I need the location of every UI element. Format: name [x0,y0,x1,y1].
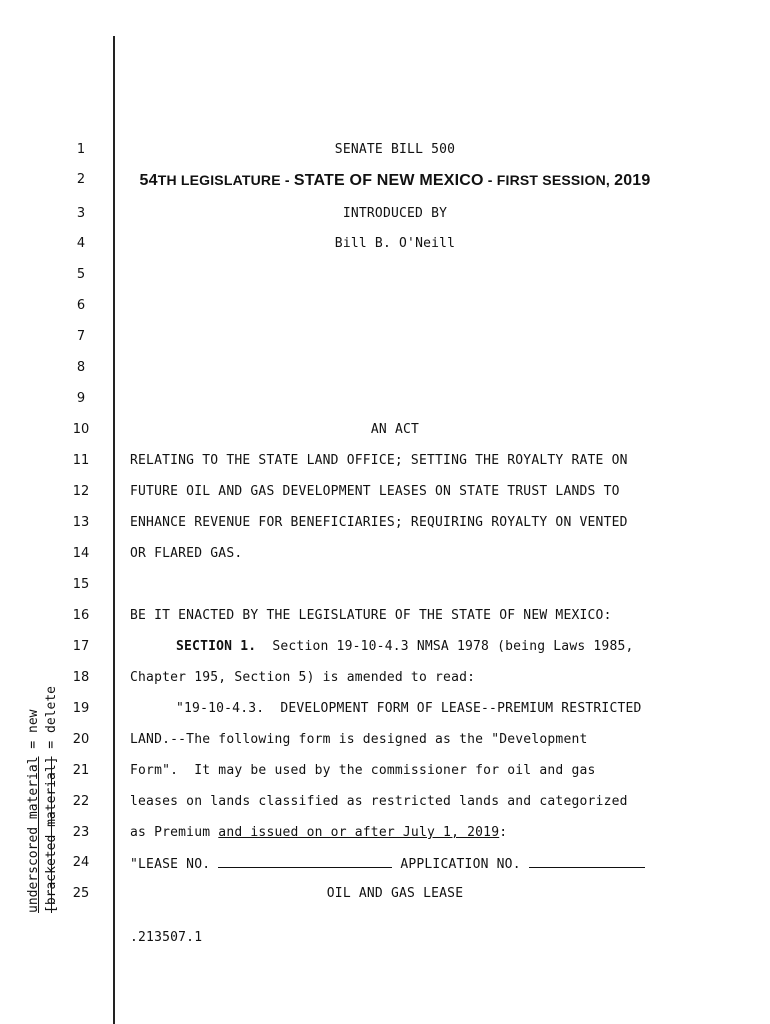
line-number: 19 [72,701,90,716]
section-line-19: "19-10-4.3. DEVELOPMENT FORM OF LEASE--PREMIUM RESTRICTED [176,701,642,716]
line-number: 21 [72,763,90,778]
new-material: and issued on or after July 1, 2019 [218,825,500,840]
section-line-20: LAND.--The following form is designed as the "Development [130,732,588,747]
line-number: 8 [76,360,86,375]
line-number: 3 [76,206,86,221]
section-line-23: as Premium and issued on or after July 1, 2019: [130,825,508,840]
line-number: 25 [72,886,90,901]
line-number: 10 [72,422,90,437]
line-number: 2 [76,172,86,187]
line-number: 12 [72,484,90,499]
lease-number-blank [218,855,392,868]
act-title: AN ACT [370,422,420,437]
section-line-18: Chapter 195, Section 5) is amended to read: [130,670,476,685]
section-line-21: Form". It may be used by the commissioner for oil and gas [130,763,596,778]
line-number: 4 [76,236,86,251]
line-number: 13 [72,515,90,530]
sponsor-name: Bill B. O'Neill [334,236,456,251]
application-number-blank [529,855,645,868]
section-label: SECTION 1. [176,639,257,654]
section-1-line: SECTION 1. Section 19-10-4.3 NMSA 1978 (being Laws 1985, [176,639,634,654]
relating-line-1: RELATING TO THE STATE LAND OFFICE; SETTING THE ROYALTY RATE ON [130,453,628,468]
line-number: 18 [72,670,90,685]
line-number: 6 [76,298,86,313]
lease-number-line: "LEASE NO. APPLICATION NO. [130,855,645,872]
line-number: 7 [76,329,86,344]
line-number: 14 [72,546,90,561]
deleted-material-legend: [bracketed material] = delete [44,686,59,913]
line-number: 9 [76,391,86,406]
bill-number: SENATE BILL 500 [334,142,456,157]
relating-line-2: FUTURE OIL AND GAS DEVELOPMENT LEASES ON STATE TRUST LANDS TO [130,484,620,499]
line-number: 23 [72,825,90,840]
document-id: .213507.1 [130,930,203,945]
line-number: 20 [72,732,90,747]
line-number: 24 [72,855,90,870]
line-number: 1 [76,142,86,157]
line-number: 22 [72,794,90,809]
legislature-heading: 54TH LEGISLATURE - STATE OF NEW MEXICO - FIRST SESSION, 2019 [139,172,651,189]
oil-gas-lease-title: OIL AND GAS LEASE [326,886,464,901]
line-number: 5 [76,267,86,282]
relating-line-4: OR FLARED GAS. [130,546,243,561]
section-line-22: leases on lands classified as restricted lands and categorized [130,794,628,809]
line-number: 11 [72,453,90,468]
enacting-clause: BE IT ENACTED BY THE LEGISLATURE OF THE STATE OF NEW MEXICO: [130,608,612,623]
line-number: 15 [72,577,90,592]
line-number: 17 [72,639,90,654]
new-material-legend: underscored material = new [26,709,41,913]
relating-line-3: ENHANCE REVENUE FOR BENEFICIARIES; REQUIRING ROYALTY ON VENTED [130,515,628,530]
line-number: 16 [72,608,90,623]
introduced-by: INTRODUCED BY [342,206,448,221]
